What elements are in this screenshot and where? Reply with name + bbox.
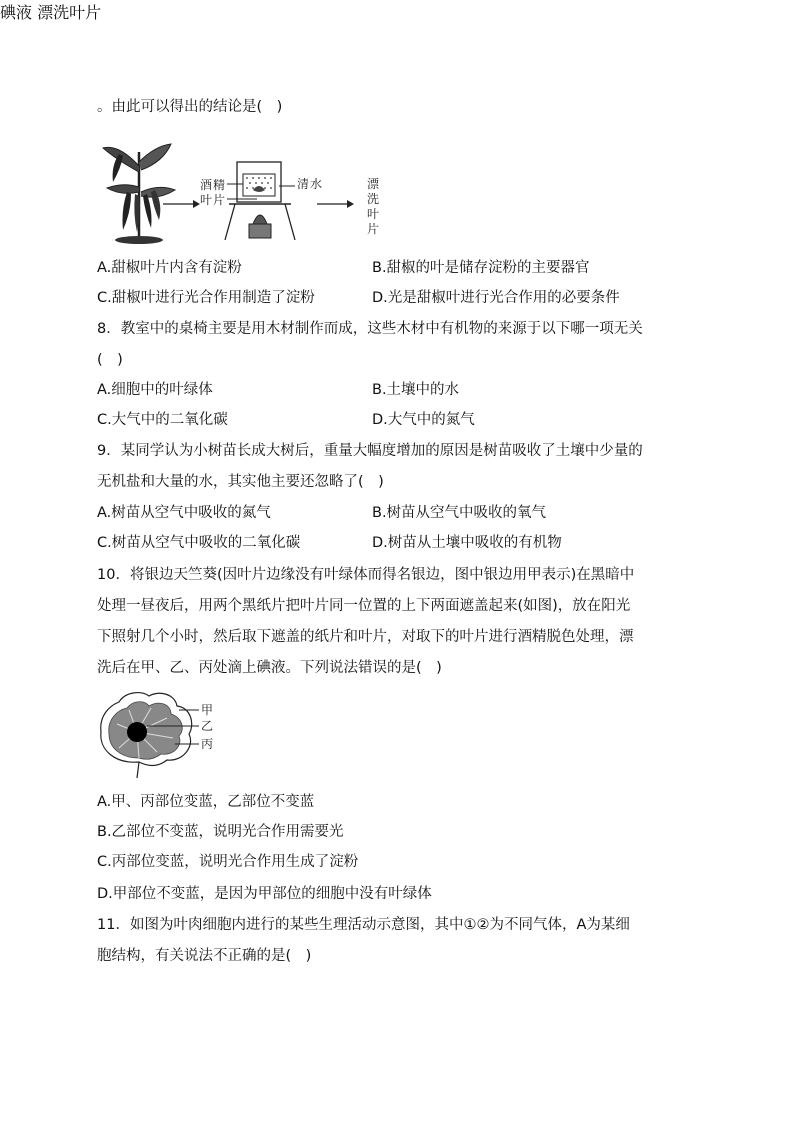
q7-option-a: A.甜椒叶片内含有淀粉 [97, 260, 242, 276]
q10-stem-line-4: 洗后在甲、乙、丙处滴上碘液。下列说法错误的是( ) [97, 660, 442, 676]
label-alcohol: 酒精 [200, 178, 227, 192]
question-intro: 。由此可以得出的结论是( ) [97, 99, 283, 115]
q8-option-b: B.土壤中的水 [372, 382, 460, 398]
q8-stem-line-1: 8．教室中的桌椅主要是用木材制作而成，这些木材中有机物的来源于以下哪一项无关 [97, 321, 643, 337]
q8-option-c: C.大气中的二氧化碳 [97, 412, 228, 428]
q7-option-b: B.甜椒的叶是储存淀粉的主要器官 [372, 260, 590, 276]
q9-option-b: B.树苗从空气中吸收的氧气 [372, 505, 547, 521]
pepper-plant-icon [103, 144, 175, 244]
geranium-leaf-figure [97, 688, 227, 780]
water-bath-apparatus-icon [225, 162, 295, 240]
label-rinse-2: 漂洗叶片 [37, 3, 102, 22]
q10-stem-line-1: 10．将银边天竺葵(因叶片边缘没有叶绿体而得名银边，图中银边用甲表示)在黑暗中 [97, 567, 635, 583]
q11-stem-line-1: 11．如图为叶肉细胞内进行的某些生理活动示意图，其中①②为不同气体，A为某细 [97, 917, 630, 933]
q10-option-d: D.甲部位不变蓝，是因为甲部位的细胞中没有叶绿体 [97, 886, 432, 902]
q11-stem-line-2: 胞结构，有关说法不正确的是( ) [97, 948, 312, 964]
starch-experiment-figure [97, 132, 587, 247]
label-jia: 甲 [201, 703, 214, 717]
q8-option-d: D.大气中的氮气 [372, 412, 475, 428]
q10-option-c: C.丙部位变蓝，说明光合作用生成了淀粉 [97, 854, 359, 870]
q10-stem-line-3: 下照射几个小时，然后取下遮盖的纸片和叶片，对取下的叶片进行酒精脱色处理，漂 [97, 629, 634, 645]
q10-option-a: A.甲、丙部位变蓝，乙部位不变蓝 [97, 794, 315, 810]
q7-option-d: D.光是甜椒叶进行光合作用的必要条件 [372, 290, 620, 306]
label-rinse-1: 漂洗叶片 [367, 177, 380, 236]
label-leaf: 叶片 [200, 193, 227, 207]
label-iodine: 碘液 [0, 3, 33, 22]
q7-option-c: C.甜椒叶进行光合作用制造了淀粉 [97, 290, 315, 306]
q9-option-d: D.树苗从土壤中吸收的有机物 [372, 535, 562, 551]
label-water: 清水 [297, 177, 324, 191]
q9-option-c: C.树苗从空气中吸收的二氧化碳 [97, 535, 301, 551]
variegated-leaf-icon [101, 693, 192, 778]
label-yi: 乙 [201, 719, 214, 733]
q9-stem-line-1: 9．某同学认为小树苗长成大树后，重量大幅度增加的原因是树苗吸收了土壤中少量的 [97, 443, 643, 459]
q10-option-b: B.乙部位不变蓝，说明光合作用需要光 [97, 824, 344, 840]
label-bing: 丙 [201, 737, 214, 751]
q8-option-a: A.细胞中的叶绿体 [97, 382, 213, 398]
q8-stem-line-2: ( ) [97, 352, 123, 368]
q9-stem-line-2: 无机盐和大量的水，其实他主要还忽略了( ) [97, 474, 384, 490]
q10-stem-line-2: 处理一昼夜后，用两个黑纸片把叶片同一位置的上下两面遮盖起来(如图)，放在阳光 [97, 598, 631, 614]
q9-option-a: A.树苗从空气中吸收的氮气 [97, 505, 271, 521]
